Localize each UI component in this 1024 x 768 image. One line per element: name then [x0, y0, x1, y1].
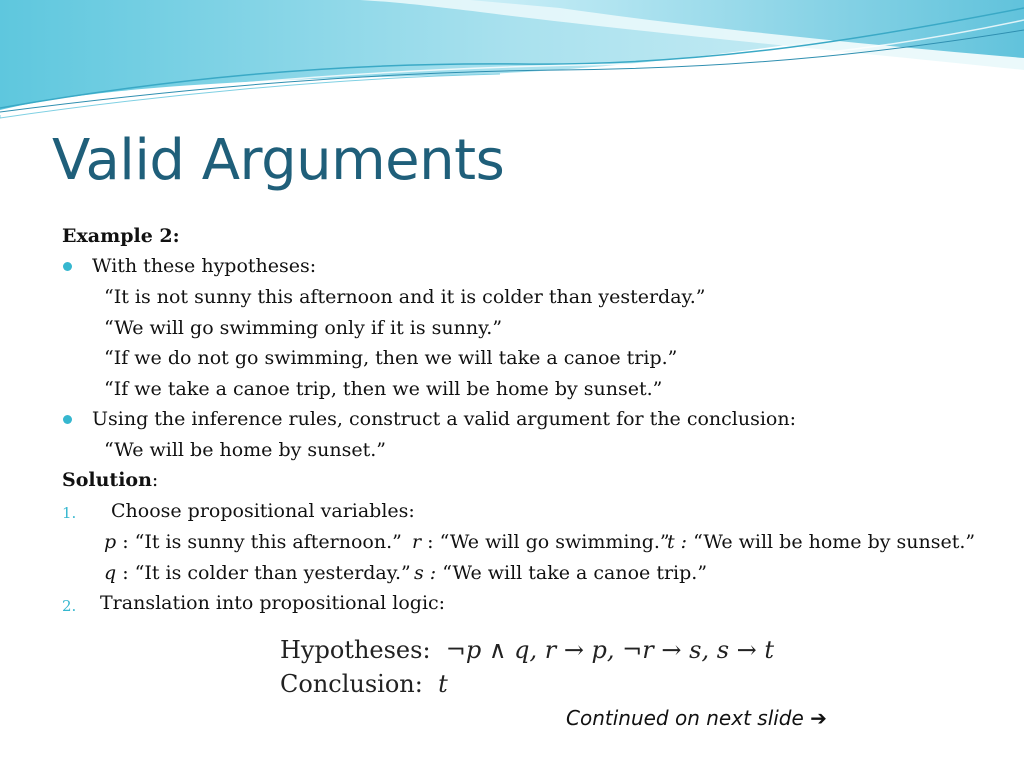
hypothesis-1: “It is not sunny this afternoon and it is colder than yesterday.” — [104, 286, 706, 308]
step-number-2: 2. — [62, 597, 77, 615]
step-number-1: 1. — [62, 504, 77, 522]
hypothesis-4: “If we take a canoe trip, then we will be home by sunset.” — [104, 378, 663, 400]
hypothesis-3: “If we do not go swimming, then we will take a canoe trip.” — [104, 347, 678, 369]
bullet-dot — [63, 415, 72, 424]
step-1-text: Choose propositional variables: — [111, 500, 415, 522]
bullet-construct: Using the inference rules, construct a valid argument for the conclusion: — [92, 408, 797, 430]
arrow-right-icon: ➔ — [810, 706, 827, 730]
continued-note: Continued on next slide ➔ — [566, 706, 827, 730]
step-2-text: Translation into propositional logic: — [100, 592, 446, 614]
variable-p-line: p : “It is sunny this afternoon.” — [104, 531, 402, 553]
hypothesis-2: “We will go swimming only if it is sunny.” — [104, 317, 503, 339]
example-label: Example 2: — [62, 225, 180, 247]
variable-s-line: s : “We will take a canoe trip.” — [414, 562, 708, 584]
conclusion-text: “We will be home by sunset.” — [104, 439, 387, 461]
conclusion-formula-line: Conclusion: t — [280, 670, 448, 698]
variable-t-line: t : “We will be home by sunset.” — [667, 531, 976, 553]
slide-title: Valid Arguments — [52, 128, 505, 193]
bullet-dot — [63, 262, 72, 271]
solution-label: Solution: — [62, 469, 159, 491]
variable-r-line: r : “We will go swimming.” — [412, 531, 670, 553]
hypotheses-formula-line: Hypotheses: ¬p ∧ q, r → p, ¬r → s, s → t — [280, 636, 775, 664]
variable-q-line: q : “It is colder than yesterday.” — [104, 562, 411, 584]
bullet-hypotheses: With these hypotheses: — [92, 255, 317, 277]
